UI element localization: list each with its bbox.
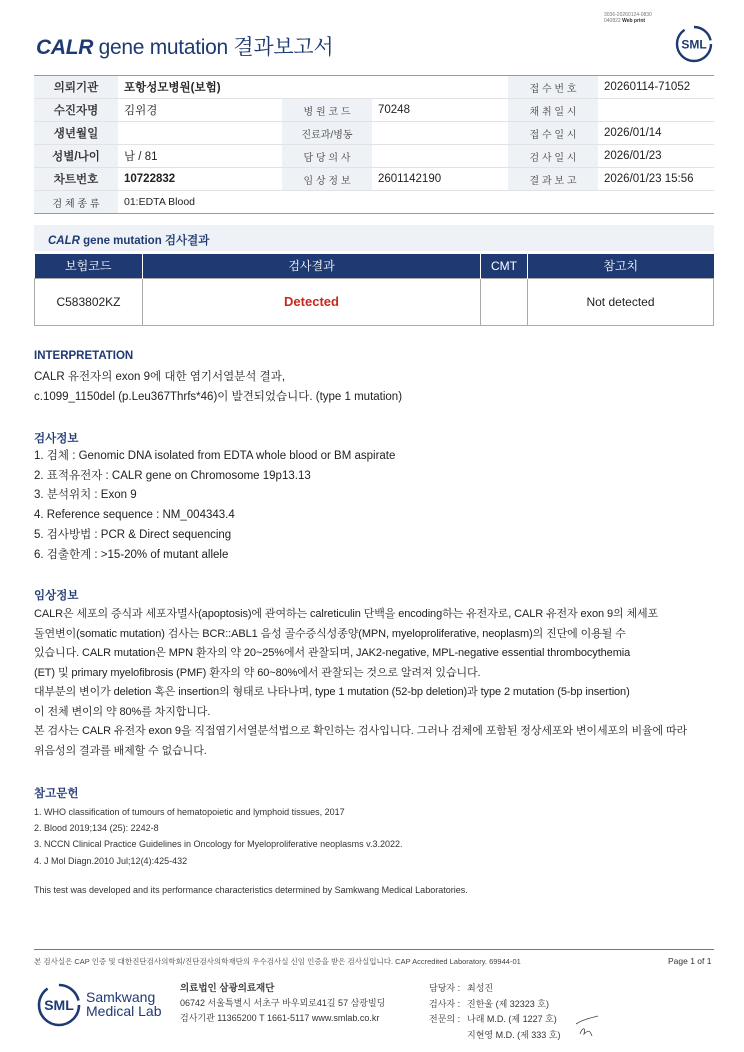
clinical-info-title: 임상정보 <box>34 590 79 602</box>
brand-line-1: Samkwang <box>86 989 156 1005</box>
receipt-no-value: 20260114-71052 <box>598 76 714 99</box>
staff-row <box>429 1028 560 1044</box>
test-info-item: 4. Reference sequence : NM_004343.4 <box>34 509 235 522</box>
title-gene: CALR <box>36 36 94 59</box>
references-list <box>34 804 724 869</box>
logo-bottom-text: SML <box>44 997 74 1013</box>
report-label: 결 과 보 고 <box>508 168 598 191</box>
institution-label: 의뢰기관 <box>34 76 118 99</box>
info-row <box>34 168 714 191</box>
test-info-item: 1. 검체 : Genomic DNA isolated from EDTA whole blood or BM aspirate <box>34 450 396 462</box>
code-line-1: 3036-20260124-0830 <box>604 12 652 18</box>
chart-label: 차트번호 <box>34 168 118 191</box>
sml-logo-icon <box>674 24 714 64</box>
references-title: 참고문헌 <box>34 788 79 800</box>
test-date-label: 검 사 일 시 <box>508 145 598 168</box>
staff-row <box>429 1012 560 1028</box>
institution-value: 포항성모병원(보험) <box>118 76 508 99</box>
footer-divider <box>34 949 714 950</box>
result-section-title <box>34 225 714 251</box>
collect-date-label: 채 취 일 시 <box>508 99 598 122</box>
info-row <box>34 99 714 122</box>
info-row <box>34 122 714 145</box>
clinical-line: 돌연변이(somatic mutation) 검사는 BCR::ABL1 음성 골수증식성종양(MPN, myeloproliferative, neoplasm)의 진단에 이용될 수 <box>34 627 626 640</box>
staff-row <box>429 997 560 1013</box>
patient-value: 김위경 <box>118 99 282 122</box>
interpretation-title: INTERPRETATION <box>34 350 134 362</box>
test-info-item: 6. 검출한계 : >15-20% of mutant allele <box>34 548 229 561</box>
birth-label: 생년월일 <box>34 122 118 145</box>
staff-role: 검사자 : <box>429 998 461 1009</box>
staff-name: 나래 M.D. (제 1227 호) <box>467 1014 557 1024</box>
birth-value <box>118 122 282 145</box>
patient-info-table <box>34 75 714 214</box>
reference-item: 1. WHO classification of tumours of hematopoietic and lymphoid tissues, 2017 <box>34 807 345 817</box>
reference-item: 3. NCCN Clinical Practice Guidelines in Oncology for Myeloproliferative neoplasms v.3.2022. <box>34 839 403 850</box>
chart-value: 10722832 <box>118 168 282 191</box>
receipt-date-value: 2026/01/14 <box>598 122 714 145</box>
staff-role: 전문의 : <box>429 1014 461 1024</box>
signature-icon <box>572 1010 612 1040</box>
dept-value <box>372 122 508 145</box>
organization-info <box>180 981 385 1026</box>
interpretation-line-2: c.1099_1150del (p.Leu367Thrfs*46)이 발견되었습니다. (type 1 mutation) <box>34 390 403 403</box>
cmt-cell <box>481 278 528 325</box>
test-info-list <box>34 447 724 565</box>
code-line-2: 040822 <box>604 18 621 24</box>
col-cmt: CMT <box>481 254 528 278</box>
clinical-info-text <box>34 605 724 761</box>
logo-top-text: SML <box>681 37 707 52</box>
receipt-no-label: 접 수 번 호 <box>508 76 598 99</box>
result-title-gene: CALR <box>48 235 80 247</box>
result-header-row <box>35 254 714 278</box>
reference-cell: Not detected <box>528 278 714 325</box>
clinical-line: 본 검사는 CALR 유전자 exon 9을 직접염기서열분석법으로 확인하는 검사입니다. 그러나 검체에 포함된 정상세포와 변이세포의 비율에 따라 <box>34 725 688 737</box>
result-cell: Detected <box>143 278 481 325</box>
interpretation-line-1: CALR 유전자의 exon 9에 대한 염기서열분석 결과, <box>34 371 286 383</box>
clinical-line: (ET) 및 primary myelofibrosis (PMF) 환자의 약 60~80%에서 관찰되는 것으로 알려져 있습니다. <box>34 666 481 679</box>
clinical-line: 이 전체 변이의 약 80%를 차지합니다. <box>34 705 211 718</box>
clinical-label: 임 상 정 보 <box>282 168 372 191</box>
page-number: Page 1 of 1 <box>668 956 712 966</box>
org-name: 의료법인 삼광의료재단 <box>180 983 275 994</box>
col-result: 검사결과 <box>143 254 481 278</box>
brand-name <box>86 990 162 1018</box>
clinical-line: 대부분의 변이가 deletion 혹은 insertion의 형태로 나타나며, type 1 mutation (52-bp deletion)과 type 2 mutation (5-bp insertion) <box>34 686 630 698</box>
accreditation-note: 본 검사실은 CAP 인증 및 대한진단검사의학회/진단검사의학재단의 우수검사실 신임 인증을 받은 검사실입니다. CAP Accredited Laboratory. 69944-01 <box>34 957 521 966</box>
staff-list <box>429 981 560 1043</box>
receipt-date-label: 접 수 일 시 <box>508 122 598 145</box>
sex-age-value: 남 / 81 <box>118 145 282 168</box>
title-rest: gene mutation 결과보고서 <box>93 36 334 59</box>
result-table <box>34 254 714 326</box>
staff-row <box>429 981 560 997</box>
document-code <box>604 12 652 24</box>
col-reference: 참고치 <box>528 254 714 278</box>
staff-role: 담당자 : <box>429 983 461 993</box>
insurance-code-cell: C583802KZ <box>35 278 143 325</box>
report-value: 2026/01/23 15:56 <box>598 168 714 191</box>
doctor-value <box>372 145 508 168</box>
specimen-label: 검 체 종 류 <box>34 191 118 214</box>
reference-item: 2. Blood 2019;134 (25): 2242-8 <box>34 823 159 834</box>
info-row <box>34 145 714 168</box>
specimen-value: 01:EDTA Blood <box>118 191 714 214</box>
staff-name: 지현영 M.D. (제 333 호) <box>467 1029 561 1040</box>
staff-role <box>429 1028 467 1044</box>
sml-logo-icon <box>36 982 82 1028</box>
test-info-item: 2. 표적유전자 : CALR gene on Chromosome 19p13.13 <box>34 469 311 482</box>
test-info-item: 5. 검사방법 : PCR & Direct sequencing <box>34 528 232 541</box>
developer-note: This test was developed and its performance characteristics determined by Samkwang Medical Laboratories. <box>34 885 468 895</box>
patient-label: 수진자명 <box>34 99 118 122</box>
clinical-value: 2601142190 <box>372 168 508 191</box>
brand-line-2: Medical Lab <box>86 1003 162 1019</box>
doctor-label: 담 당 의 사 <box>282 145 372 168</box>
clinical-line: 위음성의 결과를 배제할 수 없습니다. <box>34 744 207 757</box>
collect-date-value <box>598 99 714 122</box>
result-row <box>35 278 714 325</box>
staff-name: 진한울 (제 32323 호) <box>467 998 549 1009</box>
test-info-title: 검사정보 <box>34 433 79 445</box>
dept-label: 진료과/병동 <box>282 122 372 145</box>
web-print-label: Web print <box>622 18 646 24</box>
interpretation-text <box>34 368 724 407</box>
test-info-item: 3. 분석위치 : Exon 9 <box>34 489 137 502</box>
col-insurance-code: 보험코드 <box>35 254 143 278</box>
reference-item: 4. J Mol Diagn.2010 Jul;12(4):425-432 <box>34 855 188 866</box>
staff-name: 최성진 <box>467 983 494 993</box>
page-title <box>36 31 333 61</box>
sex-age-label: 성별/나이 <box>34 145 118 168</box>
result-title-rest: gene mutation 검사결과 <box>79 235 210 247</box>
org-contact: 검사기관 11365200 T 1661-5117 www.smlab.co.kr <box>180 1013 380 1023</box>
hospital-code-label: 병 원 코 드 <box>282 99 372 122</box>
clinical-line: 있습니다. CALR mutation은 MPN 환자의 약 20~25%에서 관찰되며, JAK2-negative, MPL-negative essential thrombocythemia <box>34 647 631 659</box>
hospital-code-value: 70248 <box>372 99 508 122</box>
test-date-value: 2026/01/23 <box>598 145 714 168</box>
org-address: 06742 서울특별시 서초구 바우뫼로41길 57 삼광빌딩 <box>180 998 386 1008</box>
info-row <box>34 191 714 214</box>
info-row <box>34 76 714 99</box>
clinical-line: CALR은 세포의 증식과 세포자멸사(apoptosis)에 관여하는 calreticulin 단백을 encoding하는 유전자로, CALR 유전자 exon 9의 체세포 <box>34 608 659 620</box>
